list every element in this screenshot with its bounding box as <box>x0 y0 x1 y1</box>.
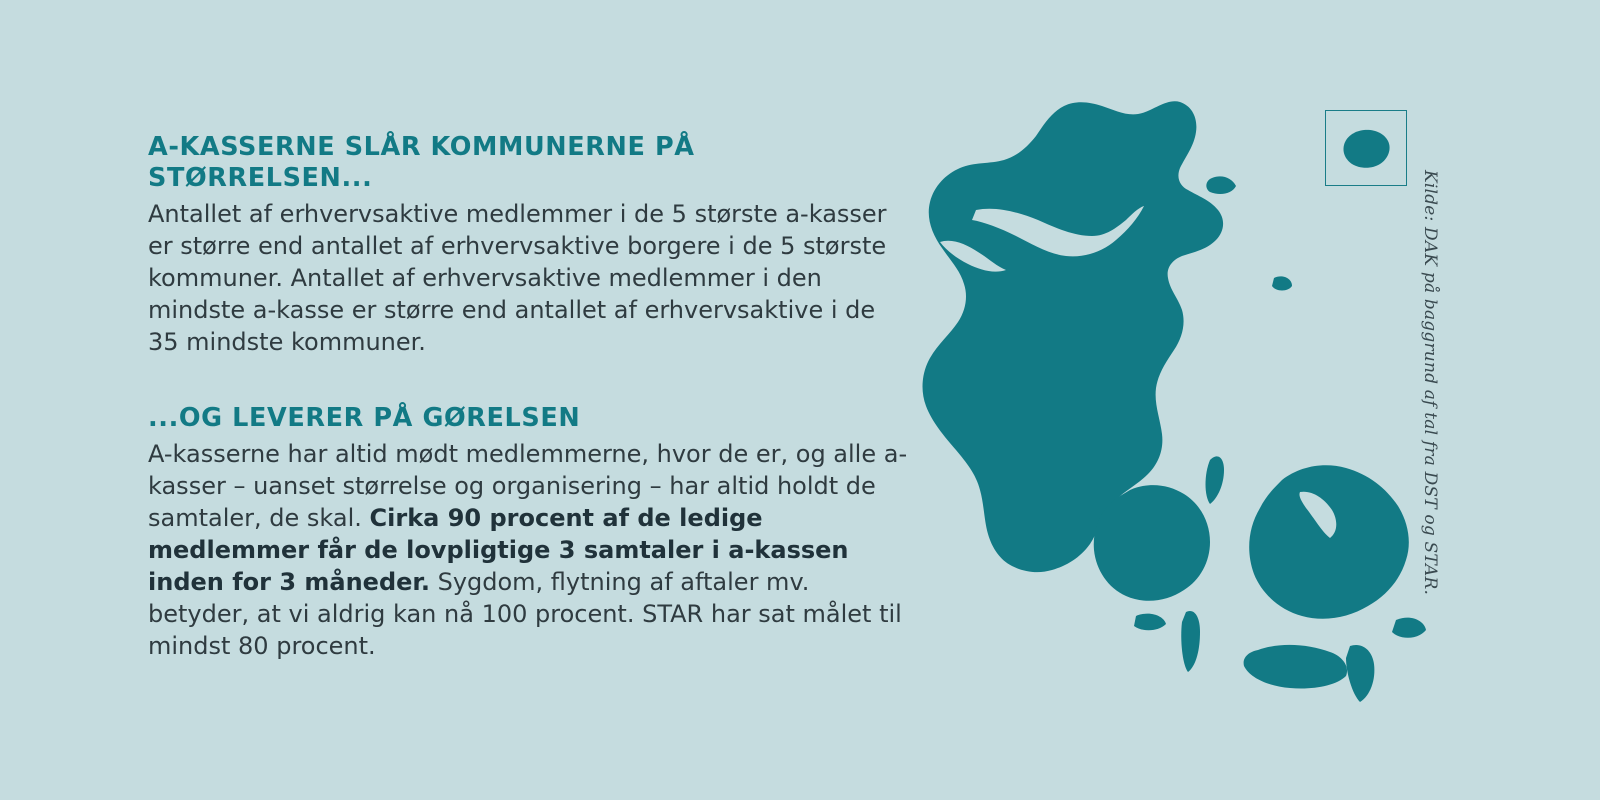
text-block-1 <box>148 132 908 359</box>
paragraph-2 <box>148 439 908 662</box>
paragraph-2-part-3: Sygdom, flytning af aftaler mv. betyder, at vi aldrig kan nå 100 procent. STAR har sat målet til mindst 80 procent. <box>148 567 902 660</box>
bornholm-shape <box>1343 130 1389 168</box>
denmark-map <box>880 60 1500 710</box>
text-column <box>148 132 908 663</box>
paragraph-2-part-1: A-kasserne har altid mødt medlemmerne, hvor de er, og alle a-kasser – uanset størrelse og organisering – har altid holdt de samtaler, de skal. <box>148 440 908 533</box>
bornholm-inset-box <box>1325 110 1407 186</box>
text-block-2 <box>148 403 908 663</box>
paragraph-1 <box>148 199 908 359</box>
heading-2: ...OG LEVERER PÅ GØRELSEN <box>148 402 581 433</box>
heading-1: A-KASSERNE SLÅR KOMMUNERNE PÅ STØRRELSEN... <box>148 132 695 193</box>
paragraph-1-part-1: Antallet af erhvervsaktive medlemmer i de 5 største a-kasser er større end antallet af erhvervsaktive borgere i de 5 største kommuner. Antallet af erhvervsaktive medlemmer i den mindste a-kasse er større end antallet af erhvervsaktive i de 35 mindste kommuner. <box>148 200 887 356</box>
source-credit: Kilde: DAK på baggrund af tal fra DST og STAR. <box>1420 170 1440 596</box>
paragraph-2-part-2-bold: Cirka 90 procent af de ledige medlemmer får de lovpligtige 3 samtaler i a-kassen inden for 3 måneder. <box>148 504 849 596</box>
